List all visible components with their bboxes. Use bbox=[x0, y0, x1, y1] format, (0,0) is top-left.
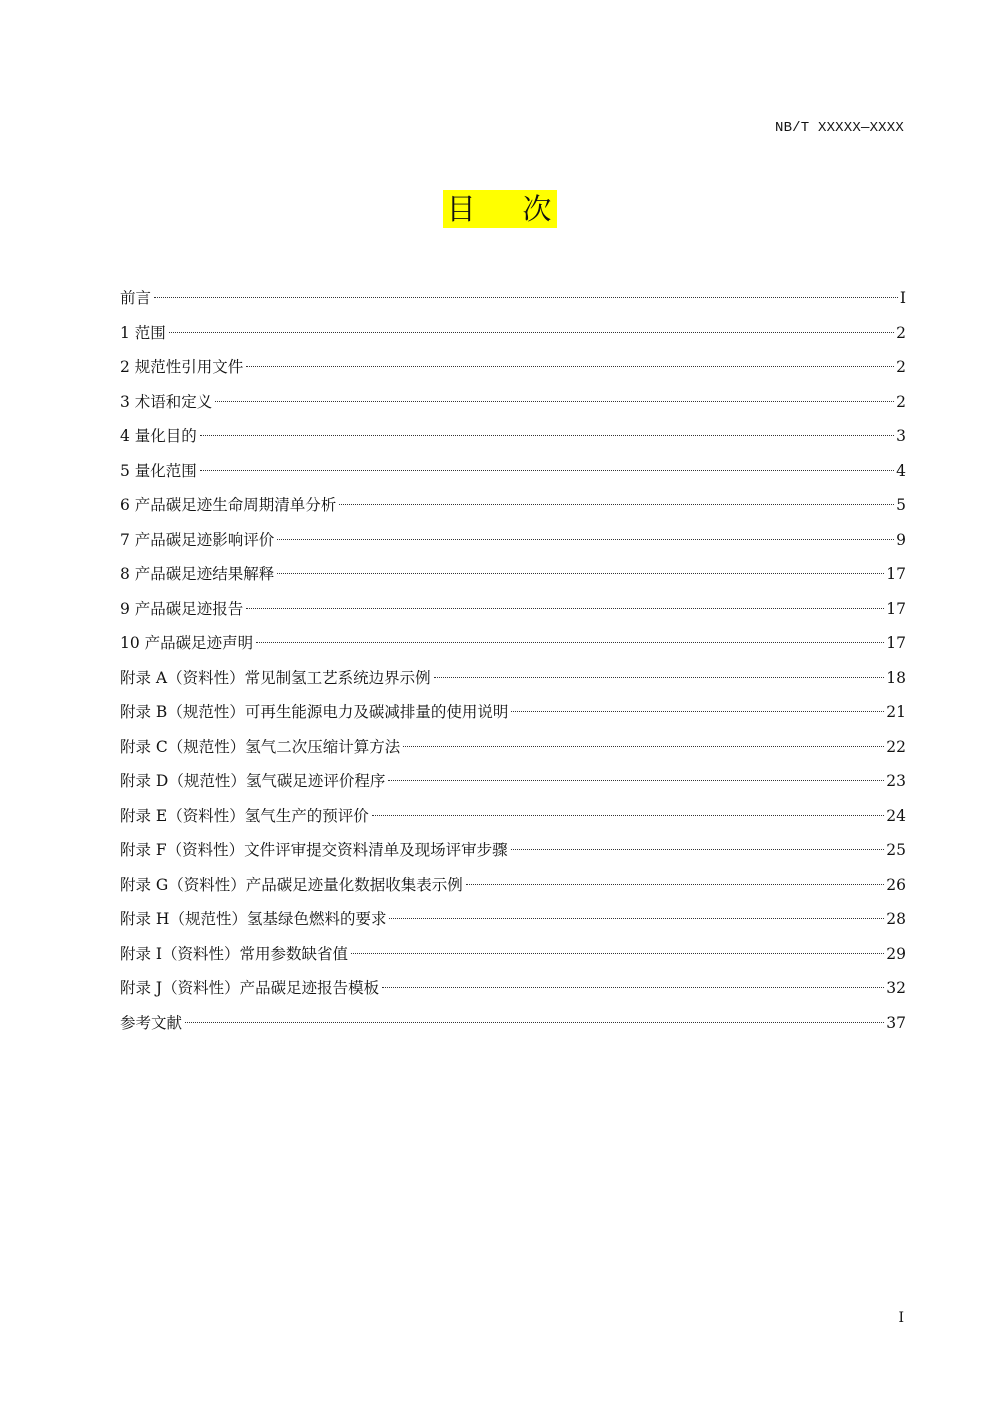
toc-entry-label: 附录 A（资料性）常见制氢工艺系统边界示例 bbox=[120, 668, 431, 687]
toc-entry-page: 32 bbox=[886, 979, 906, 997]
toc-dot-leader bbox=[169, 332, 894, 333]
toc-entry-page: 26 bbox=[886, 875, 906, 894]
toc-entry-page: 21 bbox=[886, 703, 906, 721]
toc-entry[interactable] bbox=[120, 971, 906, 1006]
toc-entry-label: 2 规范性引用文件 bbox=[120, 358, 244, 376]
toc-dot-leader bbox=[246, 366, 894, 367]
toc-entry[interactable] bbox=[120, 557, 906, 592]
toc-dot-leader bbox=[185, 1022, 884, 1023]
toc-dot-leader bbox=[200, 435, 894, 436]
toc-entry-page: 2 bbox=[896, 358, 906, 376]
toc-entry-page: 28 bbox=[886, 910, 906, 928]
toc-entry[interactable] bbox=[120, 764, 906, 799]
toc-entry[interactable] bbox=[120, 350, 906, 385]
toc-dot-leader bbox=[389, 918, 884, 919]
toc-entry[interactable] bbox=[120, 730, 906, 765]
toc-entry[interactable] bbox=[120, 799, 906, 834]
toc-dot-leader bbox=[215, 401, 894, 402]
toc-entry-label: 附录 B（规范性）可再生能源电力及碳减排量的使用说明 bbox=[120, 703, 509, 721]
toc-entry-page: 2 bbox=[896, 392, 906, 411]
toc-dot-leader bbox=[154, 297, 898, 298]
page-number: I bbox=[898, 1310, 904, 1326]
toc-entry-label: 3 术语和定义 bbox=[120, 392, 213, 411]
toc-entry-label: 前言 bbox=[120, 289, 152, 307]
toc-entry-page: 24 bbox=[886, 806, 906, 825]
toc-entry-page: 2 bbox=[896, 323, 906, 342]
toc-entry[interactable] bbox=[120, 937, 906, 972]
toc-entry[interactable] bbox=[120, 1006, 906, 1041]
toc-entry-page: 3 bbox=[896, 427, 906, 445]
toc-dot-leader bbox=[511, 849, 885, 850]
toc-entry-page: 9 bbox=[896, 530, 906, 549]
toc-entry[interactable] bbox=[120, 419, 906, 454]
toc-entry-label: 6 产品碳足迹生命周期清单分析 bbox=[120, 496, 337, 514]
toc-entry-label: 附录 H（规范性）氢基绿色燃料的要求 bbox=[120, 910, 387, 928]
toc-entry-label: 4 量化目的 bbox=[120, 427, 197, 445]
toc-entry-label: 9 产品碳足迹报告 bbox=[120, 599, 244, 618]
toc-entry[interactable] bbox=[120, 316, 906, 351]
toc-dot-leader bbox=[372, 815, 885, 816]
toc-dot-leader bbox=[246, 608, 884, 609]
toc-entry-label: 1 范围 bbox=[120, 323, 166, 342]
toc-entry-label: 8 产品碳足迹结果解释 bbox=[120, 565, 275, 583]
toc-entry-page: 18 bbox=[886, 668, 906, 687]
toc-entry[interactable] bbox=[120, 868, 906, 903]
toc-dot-leader bbox=[339, 504, 894, 505]
toc-entry-page: 17 bbox=[886, 599, 906, 618]
toc-entry-label: 附录 E（资料性）氢气生产的预评价 bbox=[120, 806, 369, 825]
toc-dot-leader bbox=[277, 539, 894, 540]
toc-dot-leader bbox=[256, 642, 884, 643]
toc-dot-leader bbox=[511, 711, 884, 712]
toc-entry[interactable] bbox=[120, 902, 906, 937]
toc-entry[interactable] bbox=[120, 454, 906, 489]
toc-entry-page: 17 bbox=[886, 634, 906, 652]
toc-entry-page: 5 bbox=[896, 496, 906, 514]
toc-entry-label: 附录 C（规范性）氢气二次压缩计算方法 bbox=[120, 737, 401, 756]
toc-entry-page: I bbox=[899, 289, 906, 307]
toc-entry-page: 25 bbox=[886, 841, 906, 859]
toc-entry-label: 5 量化范围 bbox=[120, 461, 197, 480]
toc-entry-label: 参考文献 bbox=[120, 1013, 183, 1032]
toc-dot-leader bbox=[403, 746, 884, 747]
toc-entry[interactable] bbox=[120, 695, 906, 730]
toc-entry-page: 23 bbox=[886, 772, 906, 790]
toc-dot-leader bbox=[277, 573, 884, 574]
toc-entry[interactable] bbox=[120, 626, 906, 661]
toc-entry-page: 17 bbox=[886, 565, 906, 583]
toc-entry-label: 附录 F（资料性）文件评审提交资料清单及现场评审步骤 bbox=[120, 841, 508, 859]
toc-entry[interactable] bbox=[120, 385, 906, 420]
toc-entry-page: 22 bbox=[886, 737, 906, 756]
toc-dot-leader bbox=[382, 987, 884, 988]
toc-dot-leader bbox=[351, 953, 884, 954]
toc-entry-label: 10 产品碳足迹声明 bbox=[120, 634, 254, 652]
toc-entry[interactable] bbox=[120, 833, 906, 868]
title-wrapper bbox=[0, 190, 1000, 228]
toc-dot-leader bbox=[434, 677, 885, 678]
toc-dot-leader bbox=[466, 884, 884, 885]
table-of-contents bbox=[120, 281, 906, 1040]
toc-dot-leader bbox=[200, 470, 894, 471]
toc-entry-page: 29 bbox=[886, 944, 906, 963]
toc-entry-label: 附录 I（资料性）常用参数缺省值 bbox=[120, 944, 349, 963]
toc-entry-label: 附录 J（资料性）产品碳足迹报告模板 bbox=[120, 979, 380, 997]
toc-entry-label: 附录 G（资料性）产品碳足迹量化数据收集表示例 bbox=[120, 875, 463, 894]
toc-entry[interactable] bbox=[120, 592, 906, 627]
toc-entry-label: 附录 D（规范性）氢气碳足迹评价程序 bbox=[120, 772, 386, 790]
toc-entry-page: 37 bbox=[886, 1013, 906, 1032]
document-code: NB/T XXXXX—XXXX bbox=[774, 120, 904, 136]
toc-entry[interactable] bbox=[120, 523, 906, 558]
page-title: 目 次 bbox=[443, 190, 558, 228]
toc-dot-leader bbox=[388, 780, 884, 781]
toc-entry[interactable] bbox=[120, 661, 906, 696]
toc-entry[interactable] bbox=[120, 488, 906, 523]
toc-entry-label: 7 产品碳足迹影响评价 bbox=[120, 530, 275, 549]
toc-entry-page: 4 bbox=[896, 461, 906, 480]
toc-entry[interactable] bbox=[120, 281, 906, 316]
